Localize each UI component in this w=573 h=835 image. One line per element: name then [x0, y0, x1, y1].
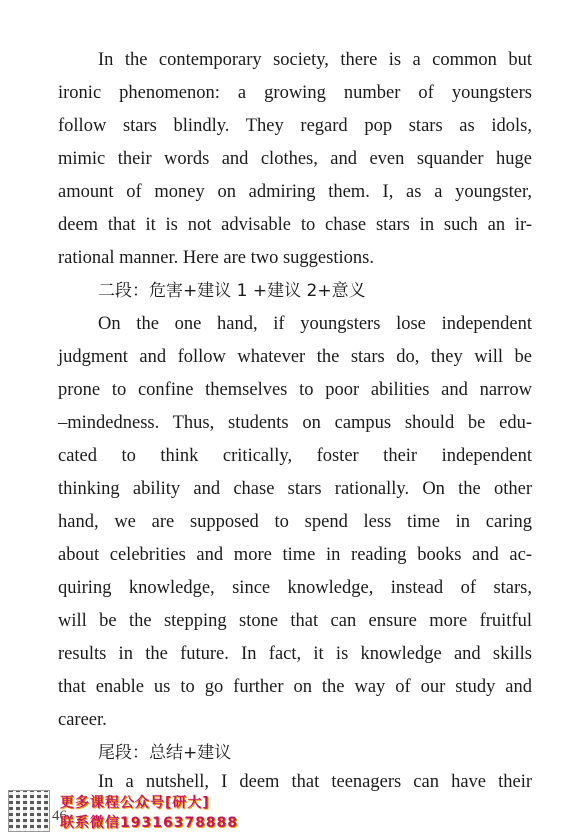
- paragraph-2-line: On the one hand, if youngsters lose independent: [98, 314, 532, 334]
- paragraph-2-line: hand, we are supposed to spend less time in caring: [58, 512, 532, 532]
- paragraph-2-line: quiring knowledge, since knowledge, instead of stars,: [58, 578, 532, 598]
- paragraph-2-line: results in the future. In fact, it is knowledge and skills: [58, 644, 532, 664]
- paragraph-2-line: cated to think critically, foster their independent: [58, 446, 532, 466]
- paragraph-1-line: deem that it is not advisable to chase stars in such an ir-: [58, 215, 532, 235]
- paragraph-2-line: thinking ability and chase stars rationally. On the other: [58, 479, 532, 499]
- paragraph-1-line: amount of money on admiring them. I, as a youngster,: [58, 182, 532, 202]
- paragraph-2-line: will be the stepping stone that can ensure more fruitful: [58, 611, 532, 631]
- paragraph-2-line: judgment and follow whatever the stars do, they will be: [58, 347, 532, 367]
- paragraph-2-line: that enable us to go further on the way of our study and: [58, 677, 532, 697]
- paragraph-2-line: prone to confine themselves to poor abilities and narrow: [58, 380, 532, 400]
- paragraph-1-line: In the contemporary society, there is a common but: [98, 50, 532, 70]
- paragraph-1-line: rational manner. Here are two suggestions.: [58, 248, 374, 268]
- qr-code-icon: [8, 790, 50, 832]
- page-number: 46: [52, 808, 67, 824]
- paragraph-2-line: about celebrities and more time in reading books and ac-: [58, 545, 532, 565]
- paragraph-2-line: career.: [58, 710, 107, 730]
- section-heading-3: 尾段：总结+建议: [98, 743, 232, 763]
- paragraph-1-line: ironic phenomenon: a growing number of youngsters: [58, 83, 532, 103]
- paragraph-1-line: mimic their words and clothes, and even squander huge: [58, 149, 532, 169]
- paragraph-1-line: follow stars blindly. They regard pop stars as idols,: [58, 116, 532, 136]
- paragraph-2-line: –mindedness. Thus, students on campus should be edu-: [58, 413, 532, 433]
- watermark-line-2: 联系微信19316378888: [60, 815, 239, 831]
- section-heading-2: 二段：危害+建议 1 +建议 2+意义: [98, 281, 366, 301]
- watermark-line-1: 更多课程公众号[研大]: [60, 795, 210, 811]
- paragraph-3-line: In a nutshell, I deem that teenagers can have their: [98, 772, 532, 792]
